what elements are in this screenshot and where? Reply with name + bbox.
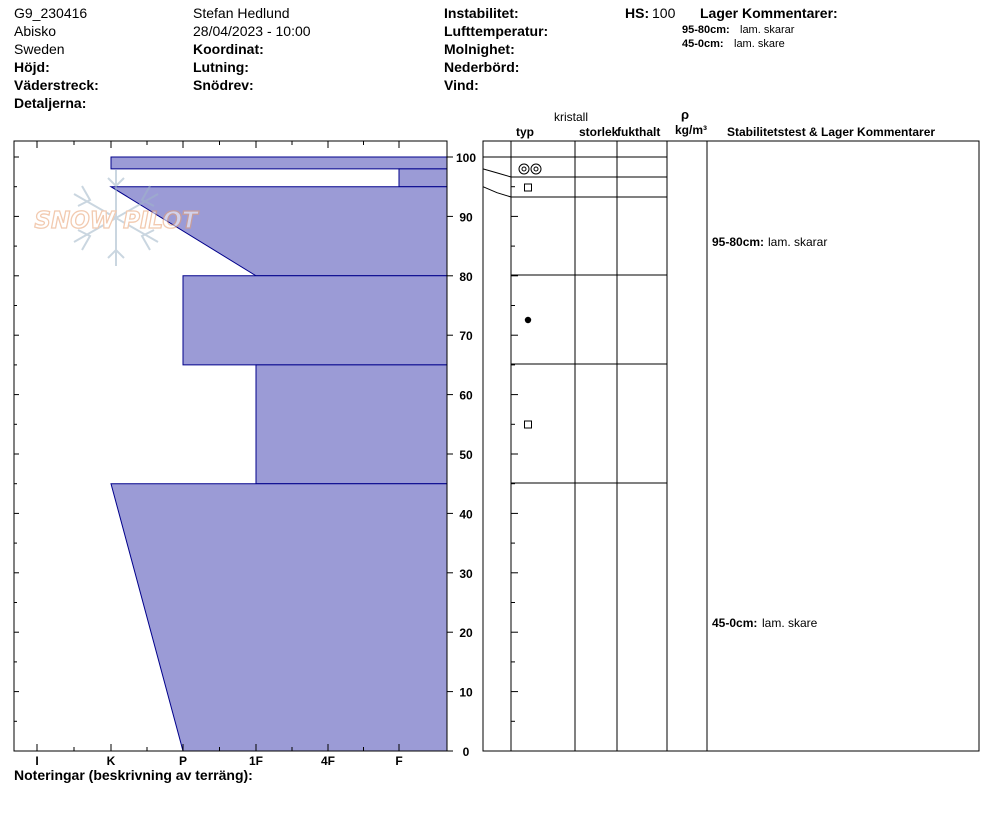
hardness-layer-4: [183, 276, 447, 365]
melt-freeze-crust-icon: [525, 421, 532, 428]
hardness-tick-label-P: P: [178, 754, 188, 768]
column-kristall: kristall: [554, 110, 589, 124]
label-lutning: Lutning:: [193, 59, 249, 75]
column-stability: Stabilitetstest & Lager Kommentarer: [727, 125, 936, 139]
row-connector-2: [483, 169, 511, 177]
hardness-layer-5: [256, 365, 447, 484]
label-koordinat: Koordinat:: [193, 41, 264, 57]
country: Sweden: [14, 41, 65, 57]
snowpilot-watermark: [34, 170, 200, 266]
layer-comment-range-2: 45-0cm:: [712, 616, 758, 630]
column-density-unit: kg/m³: [675, 123, 708, 137]
height-tick-label-60: 60: [459, 388, 473, 403]
label-molnighet: Molnighet:: [444, 41, 515, 57]
hardness-tick-label-4F: 4F: [320, 754, 336, 768]
melt-form-icon: [519, 164, 529, 174]
header-comment-text-2: lam. skare: [734, 38, 785, 50]
observation-datetime: 28/04/2023 - 10:00: [193, 23, 311, 39]
hs-value: 100: [652, 5, 676, 21]
column-rho: ρ: [681, 107, 690, 122]
grain-symbols: [519, 164, 541, 428]
hardness-tick-label-1F: 1F: [248, 754, 264, 768]
height-tick-label-90: 90: [459, 210, 473, 225]
location: Abisko: [14, 23, 57, 39]
height-tick-label-100: 100: [455, 151, 477, 165]
label-hojd: Höjd:: [14, 59, 50, 75]
header-comment-range-2: 45-0cm:: [682, 38, 724, 50]
hardness-layers: [111, 157, 447, 751]
column-storlek: storlek: [579, 125, 619, 139]
hardness-tick-label-K: K: [106, 754, 116, 768]
label-vaderstreck: Väderstreck:: [14, 77, 99, 93]
melt-form-icon: [531, 164, 541, 174]
height-tick-label-70: 70: [459, 329, 473, 344]
melt-freeze-crust-icon: [525, 184, 532, 191]
layer-comment-text-2: lam. skare: [762, 616, 818, 630]
height-tick-label-50: 50: [459, 448, 473, 462]
layer-comment-range-1: 95-80cm:: [712, 235, 765, 249]
label-detaljerna: Detaljerna:: [14, 95, 87, 111]
column-typ: typ: [516, 125, 534, 139]
hardness-layer-1: [111, 157, 447, 169]
precipitation-particle-icon: [525, 317, 531, 323]
height-tick-label-40: 40: [459, 507, 473, 522]
label-snodrev: Snödrev:: [193, 77, 254, 93]
hardness-layer-6: [111, 484, 447, 751]
watermark-text: SNOW PILOT: [34, 208, 198, 234]
hardness-tick-label-I: I: [35, 754, 39, 768]
table-border: [483, 141, 979, 751]
label-hs: HS:: [625, 5, 650, 21]
header-comment-text-1: lam. skarar: [740, 24, 795, 36]
height-tick-label-0: 0: [462, 745, 470, 759]
site-id: G9_230416: [14, 5, 88, 21]
label-instabilitet: Instabilitet:: [444, 5, 519, 21]
label-lager-kommentarer: Lager Kommentarer:: [700, 5, 838, 21]
column-fukthalt: fukthalt: [617, 125, 661, 139]
melt-form-inner-icon: [534, 167, 538, 171]
label-vind: Vind:: [444, 77, 479, 93]
row-connector-3: [483, 187, 511, 197]
layer-table: [483, 141, 707, 751]
height-tick-label-80: 80: [459, 269, 473, 284]
label-nederbord: Nederbörd:: [444, 59, 520, 75]
observer: Stefan Hedlund: [193, 5, 290, 21]
notes-label: Noteringar (beskrivning av terräng):: [14, 767, 253, 783]
layer-comment-text-1: lam. skarar: [768, 235, 828, 249]
height-tick-label-10: 10: [459, 685, 473, 700]
hardness-layer-2: [399, 169, 447, 187]
melt-form-inner-icon: [522, 167, 526, 171]
height-tick-label-20: 20: [459, 626, 473, 641]
header-comment-range-1: 95-80cm:: [682, 24, 730, 36]
height-tick-label-30: 30: [459, 566, 473, 581]
label-lufttemperatur: Lufttemperatur:: [444, 23, 549, 39]
hardness-tick-label-F: F: [395, 754, 403, 768]
